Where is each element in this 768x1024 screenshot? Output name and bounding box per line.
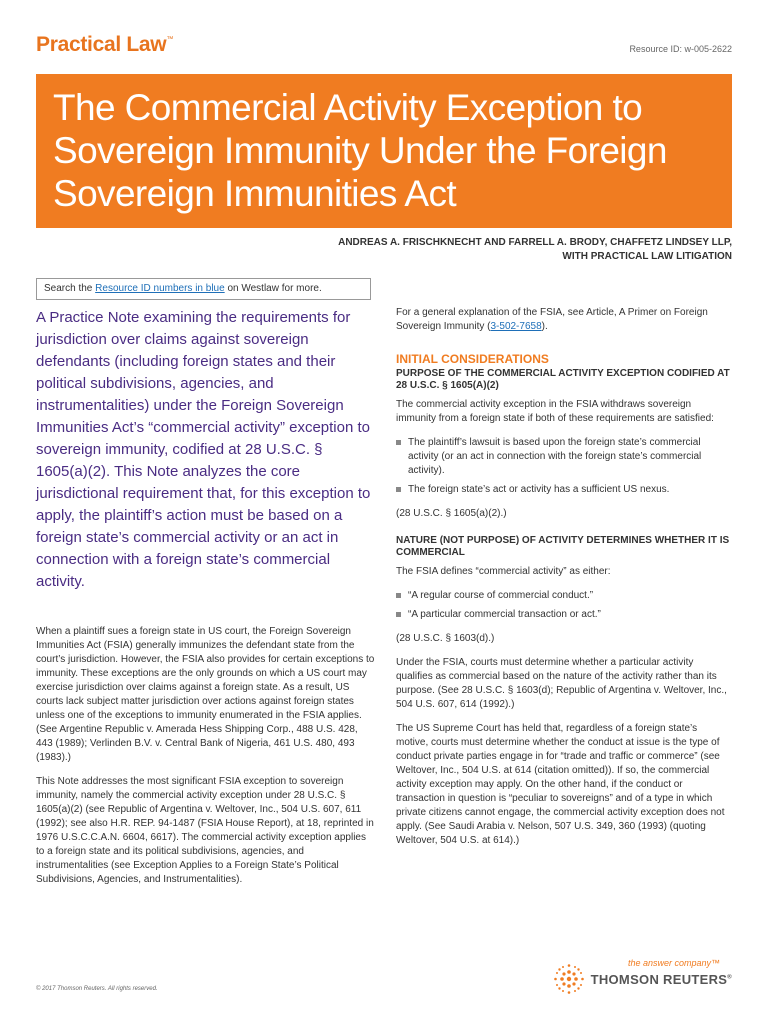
- authors-line-2: WITH PRACTICAL LAW LITIGATION: [562, 251, 732, 262]
- right-column: [396, 306, 732, 858]
- search-hint-box: [36, 278, 371, 300]
- resource-id: Resource ID: w-005-2622: [629, 44, 732, 54]
- primer-text: For a general explanation of the FSIA, see Article, A Primer on Foreign Sovereign Immunity (: [396, 307, 708, 332]
- primer-text-end: ).: [541, 321, 548, 332]
- resource-id-link[interactable]: Resource ID numbers in blue: [95, 283, 225, 294]
- definition-paragraph: The FSIA defines “commercial activity” as either:: [396, 566, 611, 577]
- authors: [338, 236, 732, 264]
- authors-line-1: ANDREAS A. FRISCHKNECHT AND FARRELL A. BRODY, CHAFFETZ LINDSEY LLP,: [338, 237, 732, 248]
- copyright-notice: © 2017 Thomson Reuters. All rights reserved.: [36, 986, 158, 992]
- primer-paragraph: [396, 306, 732, 334]
- company-name-text: THOMSON REUTERS: [590, 972, 728, 987]
- supreme-court-paragraph: The US Supreme Court has held that, regardless of a foreign state’s motive, courts must determine whether the conduct at issue is the type of conduct private parties engage in for “trade and traffic or commerce” (see Weltover, Inc., 504 U.S. at 614 (citation omitted)). If so, the commercial activity exception may apply. On the other hand, if the conduct or transaction in question is “peculiar to sovereigns” and of a type in which private citizens cannot engage, the commercial activity exception does not apply. (See Saudi Arabia v. Nelson, 507 U.S. 349, 360 (1993) (quoting Weltover, 504 U.S. at 614).): [396, 723, 725, 846]
- body-paragraph-2: This Note addresses the most significant FSIA exception to sovereign immunity, namely the commercial activity exception under 28 U.S.C. § 1605(a)(2) (see Republic of Argentina v. Weltover, Inc., 504 U.S. 607, 611 (1992); see also H.R. REP. 94-1487 (FSIA House Report), at 18, reprinted in 1976 U.S.C.C.A.N. 6604, 6617). The commercial activity exception applies to a foreign state and its political subdivisions, agencies, and instrumentalities (see Exception Applies to a Foreign State’s Political Subdivisions, Agencies, and Instrumentalities).: [36, 776, 374, 885]
- brand-name: Practical Law: [36, 33, 167, 56]
- company-name: [591, 972, 732, 987]
- citation-2: (28 U.S.C. § 1603(d).): [396, 633, 495, 644]
- brand-logo: [36, 33, 173, 57]
- purpose-paragraph: The commercial activity exception in the FSIA withdraws sovereign immunity from a foreign state if both of these requirements are satisfied:: [396, 399, 714, 424]
- citation-1: (28 U.S.C. § 1605(a)(2).): [396, 508, 507, 519]
- thomson-reuters-globe-icon: [552, 962, 586, 996]
- search-hint-prefix: Search the: [44, 283, 96, 294]
- tagline: the answer company™: [627, 958, 720, 968]
- body-paragraph-1: When a plaintiff sues a foreign state in US court, the Foreign Sovereign Immunities Act (FSIA) generally immunizes the defendant state from the court’s jurisdiction. However, the FSIA also provides for certain exceptions to immunity. These exceptions are the only grounds on which a US court may exercise jurisdiction over claims against a foreign state. As a result, US courts lack subject matter jurisdiction over actions against foreign states unless one of the exceptions to immunity enumerated in the FSIA applies. (See Argentine Republic v. Amerada Hess Shipping Corp., 488 U.S. 428, 443 (1989); Verlinden B.V. v. Central Bank of Nigeria, 461 U.S. 480, 493 (1983).): [36, 626, 375, 763]
- list-item: The foreign state’s act or activity has a sufficient US nexus.: [396, 483, 732, 497]
- requirements-list: [396, 436, 732, 497]
- brand-trademark: ™: [166, 36, 174, 43]
- left-column: [36, 625, 376, 897]
- list-item: “A particular commercial transaction or act.”: [396, 608, 732, 622]
- title-banner: [36, 74, 732, 228]
- search-hint-suffix: on Westlaw for more.: [224, 283, 322, 294]
- intro-summary: A Practice Note examining the requirements for jurisdiction over claims against sovereign defendants (including foreign states and their political subdivisions, agencies, and instrumentalities) under the Foreign Sovereign Immunities Act’s “commercial activity” exception to sovereign immunity, codified at 28 U.S.C. § 1605(a)(2). This Note analyzes the core jurisdictional requirement that, for this exception to apply, the plaintiff’s action must be based on a foreign state’s commercial activity or an act in connection with a foreign state’s commercial activity.: [36, 309, 371, 590]
- list-item: “A regular course of commercial conduct.”: [396, 589, 732, 603]
- page-title: The Commercial Activity Exception to Sovereign Immunity Under the Foreign Sovereign Immunities Act: [53, 87, 667, 214]
- nature-paragraph: Under the FSIA, courts must determine whether a particular activity qualifies as commercial based on the nature of the activity rather than its purpose. (See 28 U.S.C. § 1603(d); Republic of Argentina v. Weltover, Inc., 504 U.S. 607, 614 (1992).): [396, 657, 727, 710]
- subheading-purpose: PURPOSE OF THE COMMERCIAL ACTIVITY EXCEPTION CODIFIED AT 28 U.S.C. § 1605(A)(2): [396, 368, 730, 391]
- primer-resource-link[interactable]: 3-502-7658: [490, 321, 542, 332]
- company-registered-mark: ®: [727, 974, 732, 981]
- section-heading-initial-considerations: INITIAL CONSIDERATIONS: [396, 352, 549, 366]
- definition-list: [396, 589, 732, 622]
- list-item: The plaintiff’s lawsuit is based upon the foreign state’s commercial activity (or an act in connection with the foreign state’s commercial activity).: [396, 436, 732, 478]
- subheading-nature: NATURE (NOT PURPOSE) OF ACTIVITY DETERMINES WHETHER IT IS COMMERCIAL: [396, 535, 730, 558]
